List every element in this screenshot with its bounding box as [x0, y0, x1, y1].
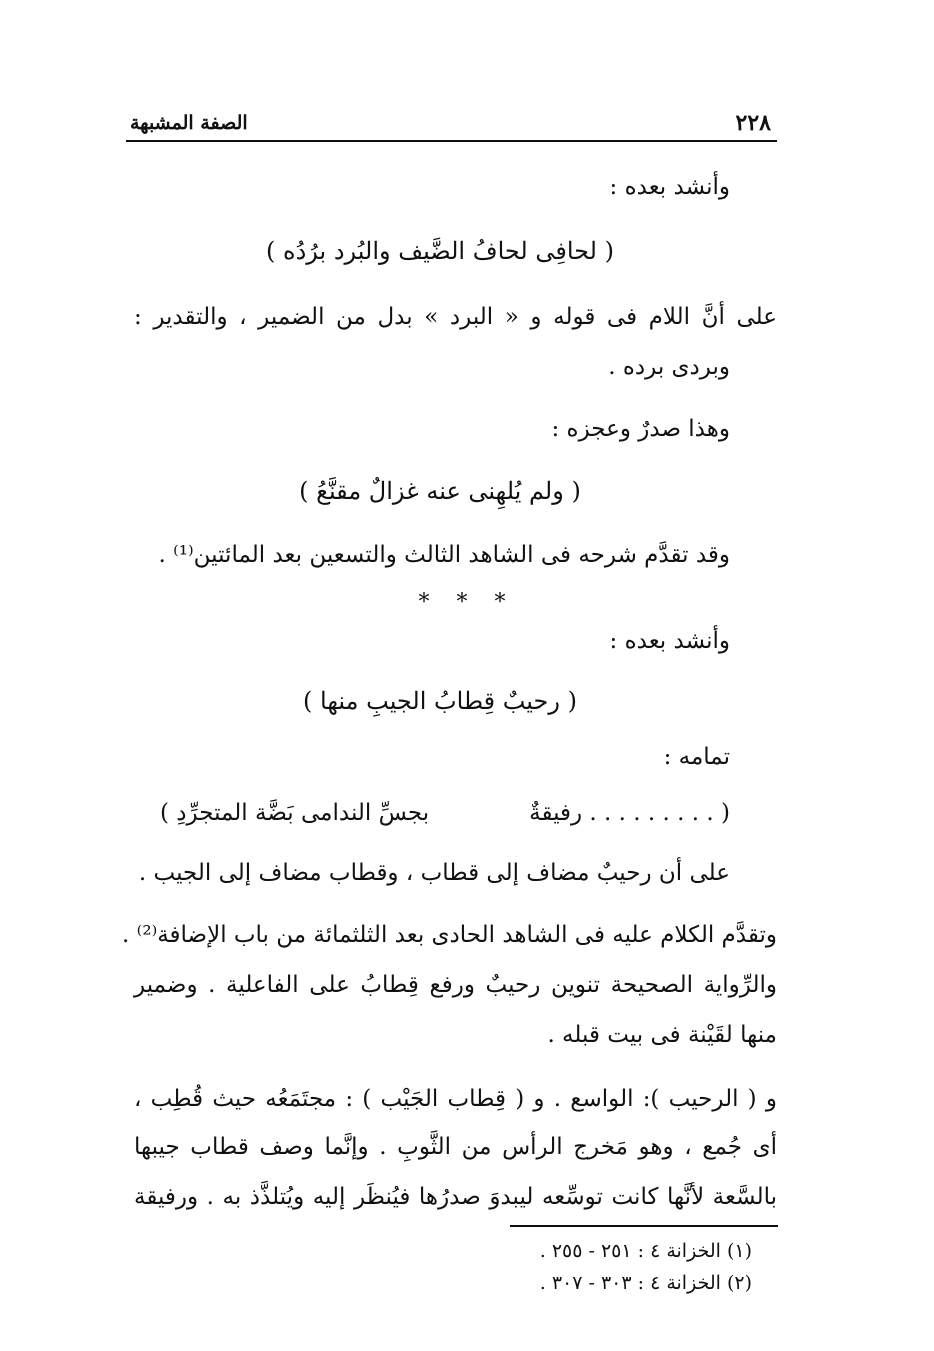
running-title: الصفة المشبهة: [130, 112, 248, 134]
verse-line-1: ( لحافِى لحافُ الضَّيف والبُرد برُدُه ): [266, 237, 614, 265]
verse-line-4: [160, 800, 730, 830]
section-separator: * * *: [418, 590, 516, 615]
text-line-5: وقد تقدَّم شرحه فى الشاهد الثالث والتسعين بعد المائتين⁽¹⁾ .: [158, 542, 730, 568]
text-line-8: على أن رحيبٌ مضاف إلى قطاب ، وقطاب مضاف إلى الجيب .: [138, 860, 730, 886]
text-line-7: تمامه :: [663, 744, 730, 770]
verse-line-2: ( ولم يُلهِنى عنه غزالٌ مقنَّعُ ): [299, 477, 581, 505]
text-line-1: وأنشد بعده :: [609, 174, 730, 200]
footnote-rule: [510, 1225, 778, 1227]
text-line-2: على أنَّ اللام فى قوله و « البرد » بدل من الضمير ، والتقدير :: [134, 304, 777, 330]
text-line-13: أى جُمع ، وهو مَخرج الرأس من الثَّوبِ . وإنَّما وصف قطاب جيبها: [134, 1134, 777, 1160]
text-line-12: و ( الرحيب ): الواسع . و ( قِطاب الجَيْب ) : مجتَمَعُه حيث قُطِب ،: [134, 1086, 777, 1112]
text-line-10: والرِّواية الصحيحة تنوين رحيبٌ ورفع قِطابُ على الفاعلية . وضمير: [134, 972, 777, 998]
page-header: [126, 106, 777, 138]
verse-line-3: ( رحيبٌ قِطابُ الجيبِ منها ): [303, 687, 577, 715]
verse-hemistich-1: ( . . . . . . . . . رفيقةٌ: [529, 800, 730, 826]
text-line-11: منها لقَيْنة فى بيت قبله .: [547, 1022, 777, 1048]
footnote-2: (٢) الخزانة ٤ : ٣٠٣ - ٣٠٧ .: [539, 1272, 752, 1294]
text-line-4: وهذا صدرٌ وعجزه :: [551, 416, 730, 442]
page-number: ٢٢٨: [735, 110, 771, 136]
verse-hemistich-2: بجسِّ الندامى بَضَّة المتجرِّدِ ): [160, 800, 430, 826]
footnote-1: (١) الخزانة ٤ : ٢٥١ - ٢٥٥ .: [539, 1240, 752, 1262]
text-line-6: وأنشد بعده :: [609, 628, 730, 654]
text-line-14: بالسَّعة لأنَّها كانت توسِّعه ليبدوَ صدرُها فيُنظَر إليه ويُتلذَّذ به . ورفيقة: [134, 1184, 777, 1210]
text-line-3: وبردى برده .: [608, 354, 730, 380]
header-rule: [126, 140, 777, 142]
text-line-9: وتقدَّم الكلام عليه فى الشاهد الحادى بعد الثلثمائة من باب الإضافة⁽²⁾ .: [122, 922, 777, 948]
